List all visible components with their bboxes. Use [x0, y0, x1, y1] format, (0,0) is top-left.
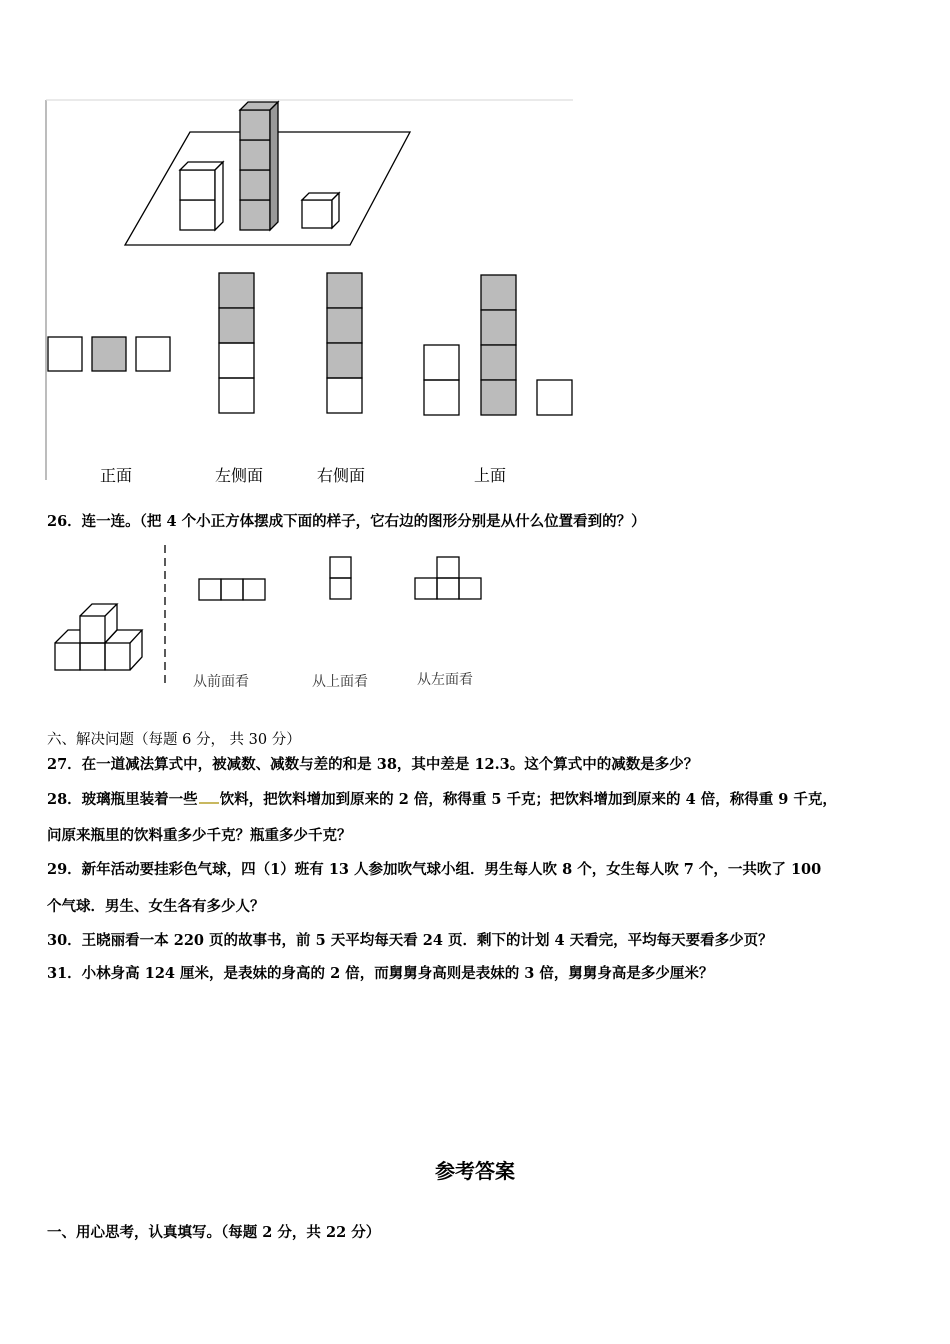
q28-part1: 28．玻璃瓶里装着一些	[47, 791, 198, 808]
question-26: 26．连一连。（把 4 个小正方体摆成下面的样子，它右边的图形分别是从什么位置看到的？）	[47, 513, 646, 530]
blank-underline	[199, 802, 219, 804]
question-30: 30．王晓丽看一本 220 页的故事书，前 5 天平均每天看 24 页．剩下的计划 4 天看完，平均每天要看多少页？	[47, 932, 773, 949]
question-27: 27．在一道减法算式中，被减数、减数与差的和是 38，其中差是 12.3。这个算式中的减数是多少？	[47, 756, 699, 773]
question-29-line1: 29．新年活动要挂彩色气球，四（1）班有 13 人参加吹气球小组．男生每人吹 8 个，女生每人吹 7 个，一共吹了 100	[47, 861, 822, 878]
view-from-top-label: 从上面看	[312, 674, 368, 690]
question-29-line2: 个气球．男生、女生各有多少人？	[47, 898, 265, 915]
view-label-right: 右侧面	[317, 466, 366, 485]
view-label-left: 左侧面	[215, 466, 264, 485]
section-6-heading: 六、解决问题（每题 6 分， 共 30 分）	[47, 732, 301, 748]
question-31: 31．小林身高 124 厘米，是表妹的身高的 2 倍，而舅舅身高则是表妹的 3 倍，舅舅身高是多少厘米？	[47, 965, 714, 982]
q28-part2: 饮料，把饮料增加到原来的 2 倍，称得重 5 千克；把饮料增加到原来的 4 倍，称得重 9 千克，	[219, 791, 837, 808]
q26-figure	[50, 540, 500, 690]
question-28-line2: 问原来瓶里的饮料重多少千克？瓶重多少千克？	[47, 827, 352, 844]
view-label-top: 上面	[474, 466, 507, 485]
view-from-front-label: 从前面看	[193, 674, 249, 690]
view-from-left-label: 从左面看	[417, 672, 473, 688]
view-label-front: 正面	[100, 466, 133, 485]
answers-section-1: 一、用心思考，认真填写。（每题 2 分，共 22 分）	[47, 1224, 381, 1241]
answers-title: 参考答案	[435, 1159, 515, 1183]
question-28-line1	[47, 788, 837, 809]
cube-views-figure	[40, 95, 580, 490]
